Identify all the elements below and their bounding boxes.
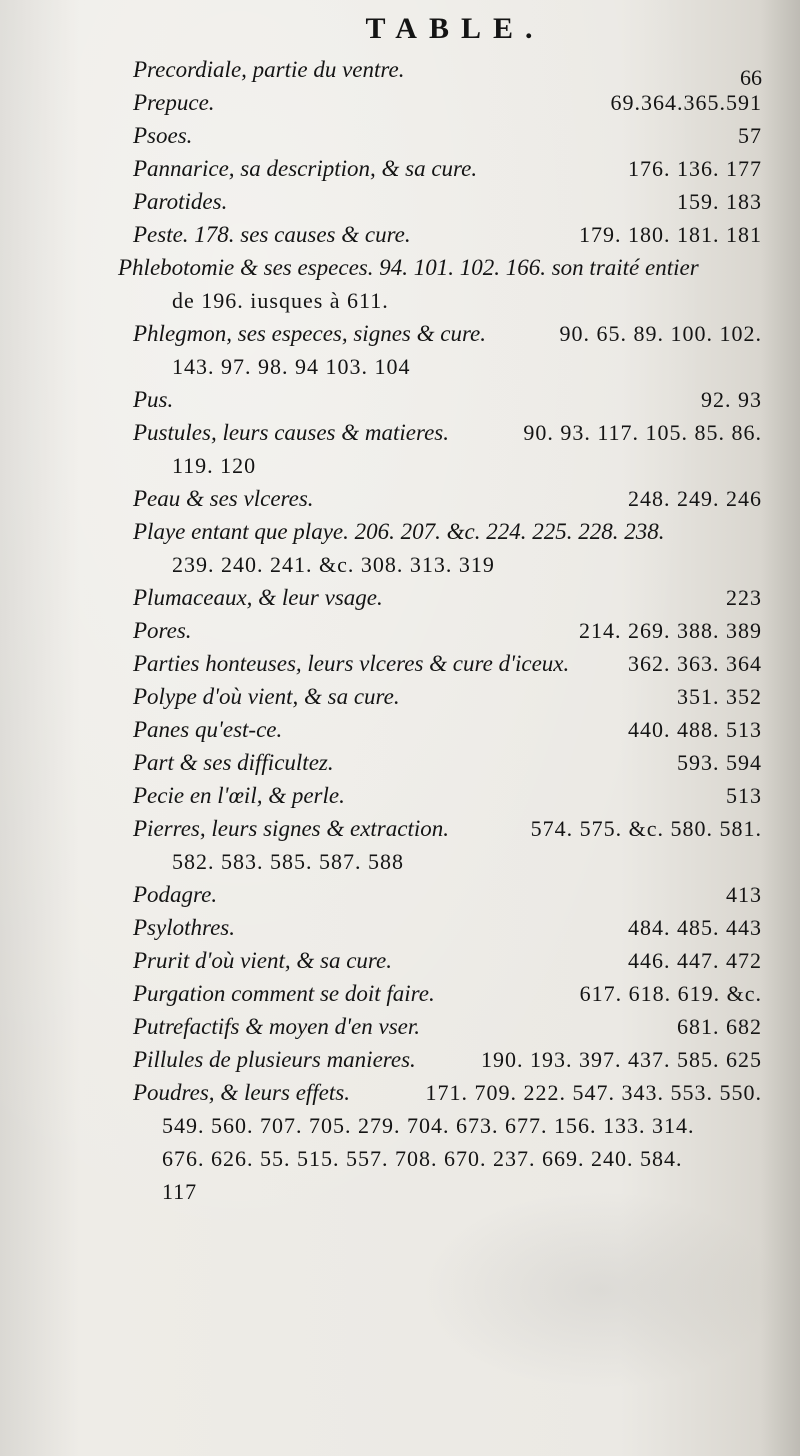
index-pages: 617. 618. 619. &c.	[579, 981, 762, 1006]
index-term: Putrefactifs & moyen d'en vser.	[133, 1014, 421, 1039]
index-entry	[0, 814, 800, 880]
index-entry	[0, 517, 800, 583]
index-term: Playe entant que playe. 206. 207. &c. 224. 225. 228. 238.	[133, 519, 665, 544]
index-entry	[0, 187, 800, 220]
index-term: Prurit d'où vient, & sa cure.	[133, 948, 392, 973]
index-entry	[0, 913, 800, 946]
index-entry	[0, 220, 800, 253]
index-term: Purgation comment se doit faire.	[133, 981, 435, 1006]
index-entry	[0, 583, 800, 616]
index-entry	[0, 1078, 800, 1210]
index-term: Pannarice, sa description, & sa cure.	[133, 156, 478, 181]
index-pages-continued: 239. 240. 241. &c. 308. 313. 319	[172, 552, 495, 577]
index-term: Parotides.	[133, 189, 228, 214]
index-term: Precordiale, partie du ventre.	[133, 57, 405, 82]
index-pages: 159. 183	[677, 189, 762, 214]
index-list	[0, 55, 800, 1210]
index-term: Podagre.	[133, 882, 218, 907]
index-entry	[0, 1012, 800, 1045]
index-pages: 362. 363. 364	[628, 651, 762, 676]
index-pages: 513	[726, 783, 762, 808]
index-pages-continued: de 196. iusques à 611.	[172, 288, 389, 313]
index-entry	[0, 154, 800, 187]
index-entry	[0, 781, 800, 814]
index-entry	[0, 616, 800, 649]
index-pages: 574. 575. &c. 580. 581.	[530, 816, 762, 841]
margin-page-number: 66	[740, 65, 762, 90]
index-entry	[0, 748, 800, 781]
index-entry	[0, 253, 800, 319]
index-entry	[0, 1045, 800, 1078]
index-pages: 190. 193. 397. 437. 585. 625	[481, 1047, 762, 1072]
index-term: Peau & ses vlceres.	[133, 486, 314, 511]
show-through-shadow	[420, 1190, 780, 1390]
index-term: Part & ses difficultez.	[133, 750, 334, 775]
index-term: Polype d'où vient, & sa cure.	[133, 684, 400, 709]
index-term: Phlegmon, ses especes, signes & cure.	[133, 321, 487, 346]
index-pages: 90. 65. 89. 100. 102.	[559, 321, 762, 346]
index-term: Poudres, & leurs effets.	[133, 1080, 350, 1105]
index-pages: 593. 594	[677, 750, 762, 775]
index-term: Prepuce.	[133, 90, 215, 115]
index-term: Panes qu'est-ce.	[133, 717, 283, 742]
index-entry	[0, 715, 800, 748]
index-pages-continued: 549. 560. 707. 705. 279. 704. 673. 677. 156. 133. 314.	[162, 1113, 695, 1138]
index-term: Pecie en l'œil, & perle.	[133, 783, 345, 808]
index-entry	[0, 121, 800, 154]
index-pages: 351. 352	[677, 684, 762, 709]
index-pages: 223	[726, 585, 762, 610]
index-pages: 90. 93. 117. 105. 85. 86.	[523, 420, 762, 445]
index-pages: 440. 488. 513	[628, 717, 762, 742]
index-entry	[0, 385, 800, 418]
index-term: Pores.	[133, 618, 192, 643]
index-pages: 171. 709. 222. 547. 343. 553. 550.	[425, 1080, 762, 1105]
index-term: Pustules, leurs causes & matieres.	[133, 420, 450, 445]
index-term: Pierres, leurs signes & extraction.	[133, 816, 449, 841]
index-pages: 484. 485. 443	[628, 915, 762, 940]
index-pages: 214. 269. 388. 389	[579, 618, 762, 643]
index-pages: 92. 93	[701, 387, 762, 412]
index-pages: 179. 180. 181. 181	[579, 222, 762, 247]
index-term: Parties honteuses, leurs vlceres & cure d'iceux.	[133, 651, 570, 676]
index-term: Peste. 178. ses causes & cure.	[133, 222, 411, 247]
index-term: Plumaceaux, & leur vsage.	[133, 585, 383, 610]
index-entry	[0, 88, 800, 121]
index-pages-continued: 676. 626. 55. 515. 557. 708. 670. 237. 669. 240. 584.	[162, 1146, 683, 1171]
index-pages-continued: 582. 583. 585. 587. 588	[172, 849, 404, 874]
index-pages-continued: 143. 97. 98. 94 103. 104	[172, 354, 411, 379]
index-pages: 248. 249. 246	[628, 486, 762, 511]
index-entry	[0, 649, 800, 682]
index-pages-continued: 117	[162, 1179, 198, 1204]
index-entry	[0, 946, 800, 979]
running-title: TABLE.	[365, 12, 545, 45]
index-term: Psoes.	[133, 123, 193, 148]
index-pages: 176. 136. 177	[628, 156, 762, 181]
index-entry	[0, 484, 800, 517]
index-entry	[0, 55, 800, 88]
index-pages: 446. 447. 472	[628, 948, 762, 973]
index-term: Psylothres.	[133, 915, 235, 940]
index-pages: 413	[726, 882, 762, 907]
index-entry	[0, 979, 800, 1012]
index-pages: 681. 682	[677, 1014, 762, 1039]
index-term: Pus.	[133, 387, 174, 412]
index-pages: 69.364.365.591	[610, 90, 762, 115]
index-entry	[0, 682, 800, 715]
index-entry	[0, 880, 800, 913]
index-entry	[0, 319, 800, 385]
index-term: Pillules de plusieurs manieres.	[133, 1047, 416, 1072]
index-entry	[0, 418, 800, 484]
index-pages-continued: 119. 120	[172, 453, 257, 478]
index-pages: 57	[738, 123, 762, 148]
index-term: Phlebotomie & ses especes. 94. 101. 102. 166. son traité entier	[118, 255, 699, 280]
